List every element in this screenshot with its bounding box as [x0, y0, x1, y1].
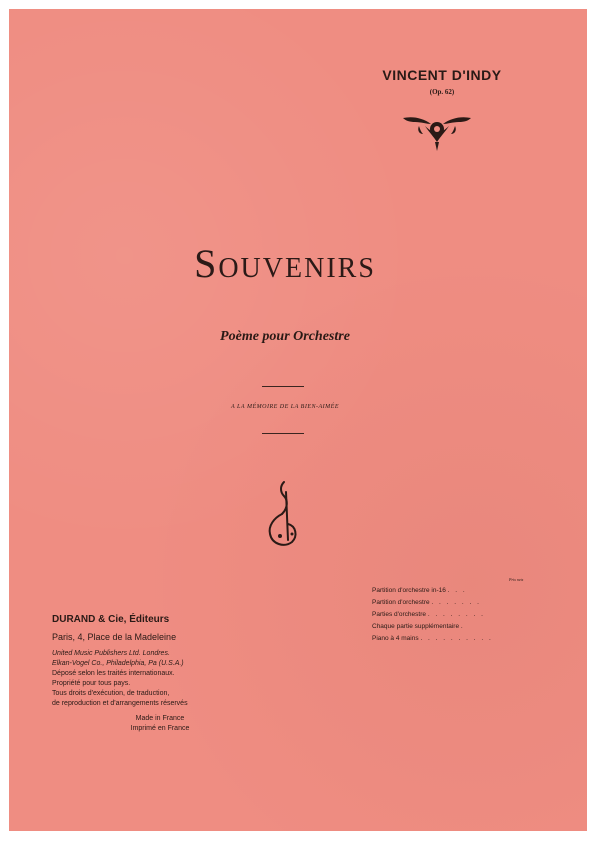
publisher-info — [52, 649, 282, 709]
price-row: Partition d'orchestre . . . . . . . — [372, 599, 481, 606]
publisher-monogram-icon — [262, 478, 304, 552]
price-row: Partition d'orchestre in-16 . . . — [372, 587, 467, 594]
made-in — [100, 714, 220, 734]
divider-top — [262, 386, 304, 387]
publisher-address: Paris, 4, Place de la Madeleine — [52, 632, 177, 642]
made-in-line: Imprimé en France — [130, 725, 190, 732]
price-row: Parties d'orchestre . . . . . . . . — [372, 611, 485, 618]
made-in-line: Made in France — [135, 715, 185, 722]
rights-line: Déposé selon les traités internationaux. — [52, 670, 175, 677]
composer-name: VINCENT D'INDY — [382, 67, 502, 83]
price-list — [372, 585, 562, 645]
price-row: Chaque partie supplémentaire . — [372, 623, 465, 630]
fleuron-ornament-icon — [401, 112, 473, 152]
opus-number: (Op. 62) — [429, 88, 455, 96]
agent-line: Elkan-Vogel Co., Philadelphia, Pa (U.S.A.) — [52, 660, 184, 667]
rights-line: Tous droits d'exécution, de traduction, — [52, 690, 170, 697]
dedication: A LA MÉMOIRE DE LA BIEN-AIMÉE — [231, 404, 339, 410]
divider-bottom — [262, 433, 304, 434]
publisher-name: DURAND & Cie, Éditeurs — [52, 614, 170, 625]
agent-line: United Music Publishers Ltd. Londres. — [52, 650, 170, 657]
price-header: Prix nets — [509, 577, 524, 582]
rights-line: Propriété pour tous pays. — [52, 680, 131, 687]
price-row: Piano à 4 mains . . . . . . . . . . — [372, 635, 493, 642]
subtitle: Poème pour Orchestre — [220, 329, 350, 344]
rights-line: de reproduction et d'arrangements réservés — [52, 700, 188, 707]
title: Souvenirs — [194, 241, 376, 286]
